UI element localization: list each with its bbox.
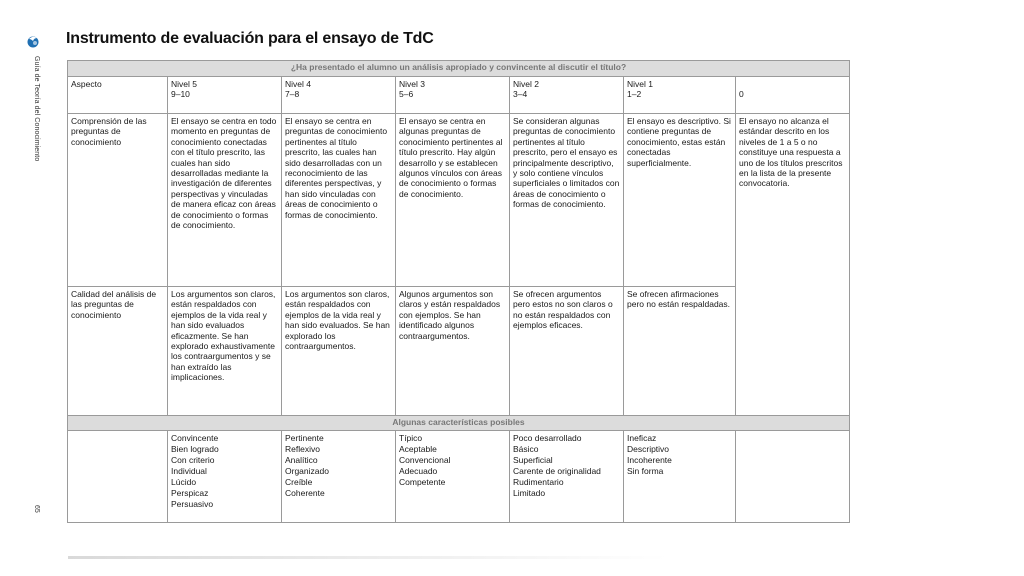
- header-level-1: Nivel 1 1–2: [624, 77, 736, 114]
- header-level-4: Nivel 4 7–8: [282, 77, 396, 114]
- characteristics-empty-cell: [68, 431, 168, 523]
- descriptor-level-2: Se ofrecen argumentos pero estos no son claros o no están respaldados con ejemplos eficaces.: [510, 287, 624, 416]
- characteristics-level-5: Convincente Bien logrado Con criterio Individual Lúcido Perspicaz Persuasivo: [168, 431, 282, 523]
- descriptor-level-3: El ensayo se centra en algunas preguntas de conocimiento pertinentes al título prescrito. Hay algún desarrollo y se establecen algunos vínculos con áreas de conocimiento o formas de conocimiento.: [396, 114, 510, 287]
- descriptor-level-5: Los argumentos son claros, están respaldados con ejemplos de la vida real y han sido evaluados eficazmente. Se han explorado exhaustivamente los contraargumentos y se han extraído las implicaciones.: [168, 287, 282, 416]
- descriptor-level-1: El ensayo es descriptivo. Si contiene preguntas de conocimiento, estas están conectadas superficialmente.: [624, 114, 736, 287]
- descriptor-level-3: Algunos argumentos son claros y están respaldados con ejemplos. Se han identificado algunos contraargumentos.: [396, 287, 510, 416]
- header-level-0: 0: [736, 77, 850, 114]
- descriptor-level-2: Se consideran algunas preguntas de conocimiento pertinentes al título prescrito, pero el ensayo es principalmente descriptivo, y solo contiene vínculos superficiales o limitados con áreas de conocimiento o formas de conocimiento.: [510, 114, 624, 287]
- header-level-3: Nivel 3 5–6: [396, 77, 510, 114]
- rubric-row-analysis-quality: [68, 287, 850, 416]
- characteristics-level-1: Ineficaz Descriptivo Incoherente Sin forma: [624, 431, 736, 523]
- header-row: [68, 77, 850, 114]
- rubric-table: [67, 60, 850, 523]
- header-aspect: Aspecto: [68, 77, 168, 114]
- characteristics-level-4: Pertinente Reflexivo Analítico Organizado Creíble Coherente: [282, 431, 396, 523]
- characteristics-row: [68, 431, 850, 523]
- descriptor-level-1: Se ofrecen afirmaciones pero no están respaldadas.: [624, 287, 736, 416]
- descriptor-level-4: El ensayo se centra en preguntas de conocimiento pertinentes al título prescrito, las cuales han sido desarrolladas con un reconocimiento de las diferentes perspectivas, y han sido vinculadas con áreas de conocimiento o formas de conocimiento.: [282, 114, 396, 287]
- guide-side-label: Guía de Teoría del Conocimiento: [33, 56, 40, 162]
- criterion-band: [68, 61, 850, 77]
- descriptor-level-0: El ensayo no alcanza el estándar descrito en los niveles de 1 a 5 o no constituye una respuesta a uno de los títulos prescritos en la lista de la presente convocatoria.: [736, 114, 850, 416]
- criterion-question: ¿Ha presentado el alumno un análisis apropiado y convincente al discutir el título?: [68, 61, 850, 77]
- aspect-cell: Calidad del análisis de las preguntas de conocimiento: [68, 287, 168, 416]
- descriptor-level-5: El ensayo se centra en todo momento en preguntas de conocimiento conectadas con el título prescrito, las cuales han sido desarrolladas mediante la investigación de diferentes perspectivas y vinculadas de manera eficaz con áreas de conocimiento o formas de conocimiento.: [168, 114, 282, 287]
- characteristics-level-0: [736, 431, 850, 523]
- characteristics-level-2: Poco desarrollado Básico Superficial Carente de originalidad Rudimentario Limitado: [510, 431, 624, 523]
- descriptor-level-4: Los argumentos son claros, están respaldados con ejemplos de la vida real y han sido evaluados. Se han explorado los contraargumentos.: [282, 287, 396, 416]
- header-level-2: Nivel 2 3–4: [510, 77, 624, 114]
- page-title: Instrumento de evaluación para el ensayo de TdC: [66, 30, 434, 47]
- rubric-row-knowledge-questions: [68, 114, 850, 287]
- aspect-cell: Comprensión de las preguntas de conocimiento: [68, 114, 168, 287]
- header-level-5: Nivel 5 9–10: [168, 77, 282, 114]
- page-number: 65: [33, 505, 40, 513]
- characteristics-band: [68, 416, 850, 431]
- ib-logo-icon: [26, 34, 40, 48]
- characteristics-level-3: Típico Aceptable Convencional Adecuado Competente: [396, 431, 510, 523]
- page-shadow-rule: [68, 556, 668, 559]
- characteristics-title: Algunas características posibles: [68, 416, 850, 431]
